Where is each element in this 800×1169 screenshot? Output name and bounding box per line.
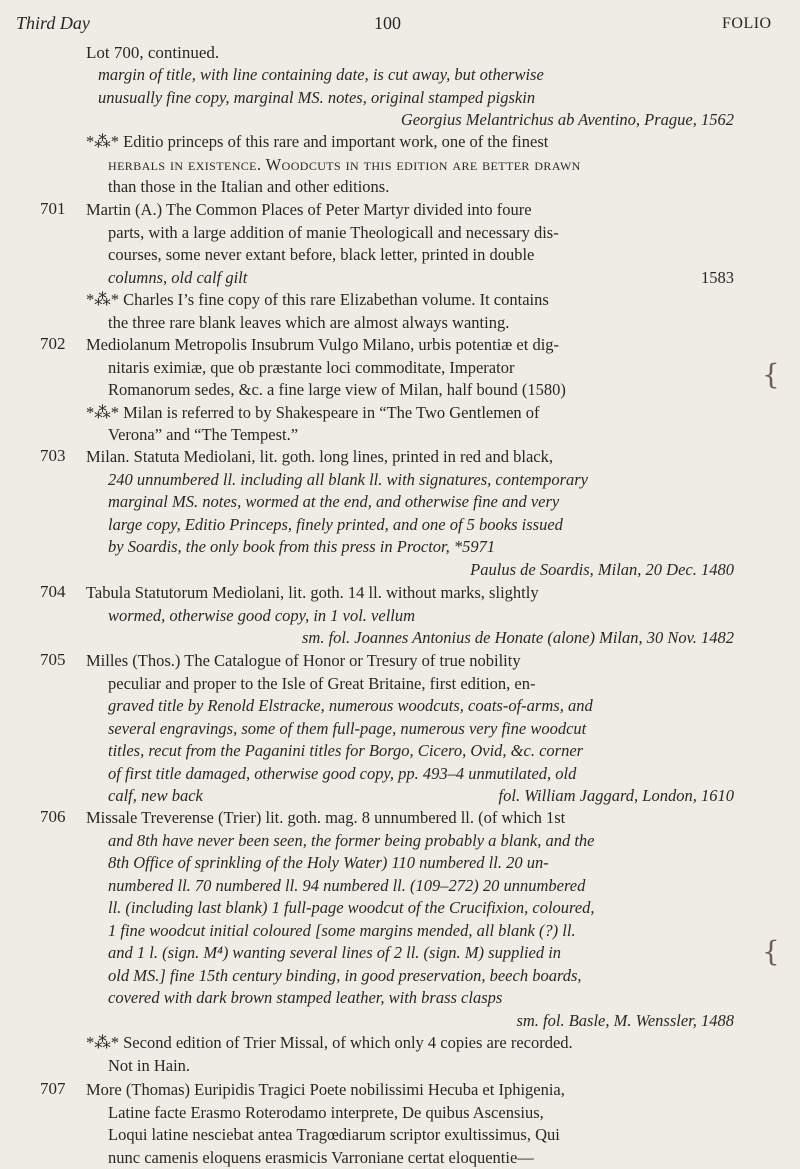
lot-line: old MS.] fine 15th century binding, in good preservation, beech boards,	[86, 965, 734, 988]
lot-imprint: sm. fol. Joannes Antonius de Honate (alone) Milan, 30 Nov. 1482	[86, 627, 734, 650]
lot-number: 702	[40, 334, 66, 354]
lot-700-line: margin of title, with line containing date, is cut away, but otherwise	[98, 64, 734, 87]
lot-number: 706	[40, 807, 66, 827]
lot-note-line: Verona” and “The Tempest.”	[86, 424, 734, 447]
running-head-format: FOLIO	[722, 15, 772, 33]
lot-line: numbered ll. 70 numbered ll. 94 numbered ll. (109–272) 20 unnumbered	[86, 875, 734, 898]
lot-line: and 1 l. (sign. M⁴) wanting several lines of 2 ll. (sign. M) supplied in	[86, 942, 734, 965]
lot-note-line: the three rare blank leaves which are almost always wanting.	[86, 312, 734, 335]
page-number: 100	[374, 13, 401, 34]
lot-line: large copy, Editio Princeps, finely printed, and one of 5 books issued	[86, 514, 734, 537]
lot-700-note-line: *⁂* Editio princeps of this rare and important work, one of the finest	[86, 131, 736, 154]
lot-continued-heading: Lot 700, continued.	[86, 43, 219, 63]
lot-line: nitaris eximiæ, que ob præstante loci commoditate, Imperator	[86, 357, 734, 380]
margin-brace-mark: {	[762, 358, 780, 391]
lot-line: Milan. Statuta Mediolani, lit. goth. long lines, printed in red and black,	[86, 446, 734, 469]
lot-imprint: Paulus de Soardis, Milan, 20 Dec. 1480	[86, 559, 734, 582]
lot-line: Loqui latine nesciebat antea Tragœdiarum scriptor exultissimus, Qui	[86, 1124, 734, 1147]
margin-brace-mark: {	[762, 935, 780, 968]
lot-line: 8th Office of sprinkling of the Holy Water) 110 numbered ll. 20 un-	[86, 852, 734, 875]
lot-note-line: *⁂* Second edition of Trier Missal, of which only 4 copies are recorded.	[86, 1032, 734, 1055]
lot-imprint: fol. William Jaggard, London, 1610	[86, 785, 734, 808]
lot-line: wormed, otherwise good copy, in 1 vol. vellum	[86, 605, 734, 628]
lot-line: Tabula Statutorum Mediolani, lit. goth. 14 ll. without marks, slightly	[86, 582, 734, 605]
lot-line: of first title damaged, otherwise good copy, pp. 493–4 unmutilated, old	[86, 763, 734, 786]
lot-number: 703	[40, 446, 66, 466]
lot-line: columns, old calf gilt	[86, 267, 734, 290]
lot-line: Martin (A.) The Common Places of Peter Martyr divided into foure	[86, 199, 734, 222]
lot-line: Latine facte Erasmo Roterodamo interprete, De quibus Ascensius,	[86, 1102, 734, 1125]
lot-line: graved title by Renold Elstracke, numerous woodcuts, coats-of-arms, and	[86, 695, 734, 718]
lot-line: Mediolanum Metropolis Insubrum Vulgo Milano, urbis potentiæ et dig-	[86, 334, 734, 357]
lot-line: titles, recut from the Paganini titles for Borgo, Cicero, Ovid, &c. corner	[86, 740, 734, 763]
lot-700-note-line: herbals in existence. Woodcuts in this edition are better drawn	[86, 154, 736, 177]
lot-note-line: *⁂* Milan is referred to by Shakespeare in “The Two Gentlemen of	[86, 402, 734, 425]
lot-700-line: unusually fine copy, marginal MS. notes, original stamped pigskin	[98, 87, 734, 110]
lot-line: Romanorum sedes, &c. a fine large view of Milan, half bound (1580)	[86, 379, 734, 402]
lot-line: More (Thomas) Euripidis Tragici Poete nobilissimi Hecuba et Iphigenia,	[86, 1079, 734, 1102]
lot-number: 704	[40, 582, 66, 602]
lot-line: Missale Treverense (Trier) lit. goth. mag. 8 unnumbered ll. (of which 1st	[86, 807, 734, 830]
lot-number: 705	[40, 650, 66, 670]
running-head-day: Third Day	[16, 13, 90, 34]
lot-line: covered with dark brown stamped leather, with brass clasps	[86, 987, 734, 1010]
lot-line: peculiar and proper to the Isle of Great Britaine, first edition, en-	[86, 673, 734, 696]
lot-line: courses, some never extant before, black letter, printed in double	[86, 244, 734, 267]
page-header	[0, 13, 800, 37]
lot-line: Milles (Thos.) The Catalogue of Honor or Tresury of true nobility	[86, 650, 734, 673]
lot-line: by Soardis, the only book from this press in Proctor, *5971	[86, 536, 734, 559]
lot-number: 701	[40, 199, 66, 219]
lot-number: 707	[40, 1079, 66, 1099]
lot-line: 1 fine woodcut initial coloured [some margins mended, all blank (?) ll.	[86, 920, 734, 943]
lot-line: ll. (including last blank) 1 full-page woodcut of the Crucifixion, coloured,	[86, 897, 734, 920]
lot-700-imprint: Georgius Melantrichus ab Aventino, Prague, 1562	[98, 109, 734, 132]
lot-700-note-line: than those in the Italian and other editions.	[86, 176, 736, 199]
lot-line: several engravings, some of them full-page, numerous very fine woodcut	[86, 718, 734, 741]
lot-line: marginal MS. notes, wormed at the end, and otherwise fine and very	[86, 491, 734, 514]
lot-line: 240 unnumbered ll. including all blank ll. with signatures, contemporary	[86, 469, 734, 492]
lot-line: calf, new back	[86, 785, 734, 808]
lot-date: 1583	[86, 267, 734, 290]
lot-note-line: *⁂* Charles I’s fine copy of this rare Elizabethan volume. It contains	[86, 289, 734, 312]
lot-line: and 8th have never been seen, the former being probably a blank, and the	[86, 830, 734, 853]
lot-line: nunc camenis eloquens erasmicis Varroniane certat eloquentie—	[86, 1147, 734, 1169]
lot-line: parts, with a large addition of manie Theologicall and necessary dis-	[86, 222, 734, 245]
lot-imprint: sm. fol. Basle, M. Wenssler, 1488	[86, 1010, 734, 1033]
lot-note-line: Not in Hain.	[86, 1055, 734, 1078]
